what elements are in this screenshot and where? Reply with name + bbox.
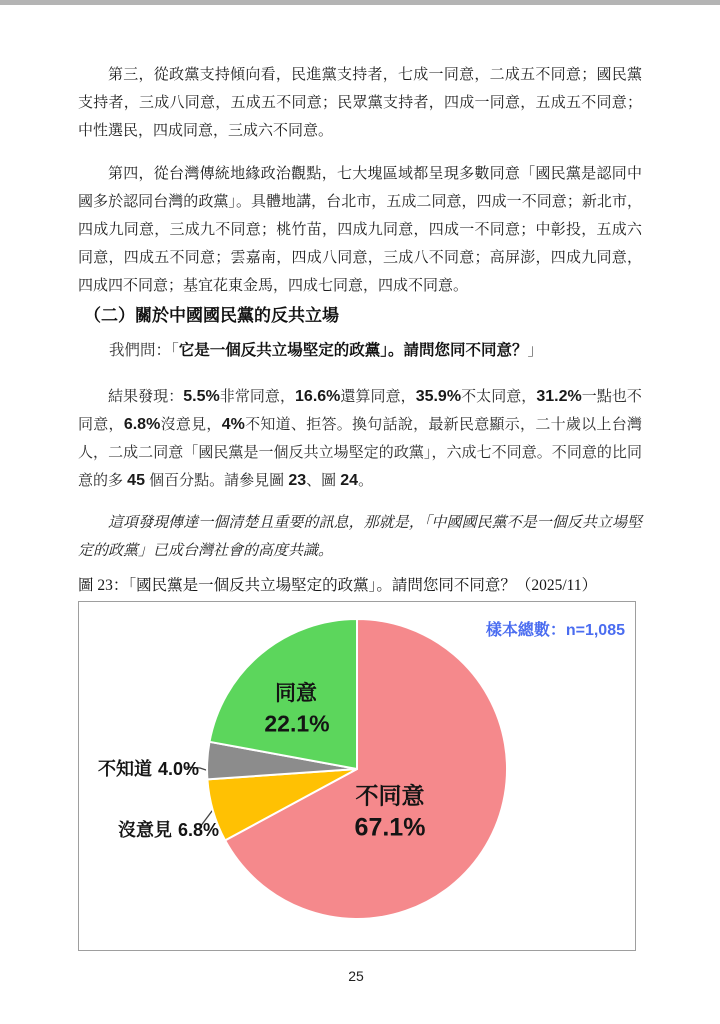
pie-pct-disagree: 67.1%	[354, 813, 426, 842]
text-segment: 第四，從台灣傳統地緣政治觀點，七大塊區域都呈現多數同意「國民黨是認同中國多於認同台灣的政黨」。具體地講，台北市，五成二同意，四成一不同意；新北市，四成九同意，三成九不同意；桃竹苗，四成九同意，四成一不同意；中彰投，五成六同意，四成五不同意；雲嘉南，四成八同意，三成八不同意；高屏澎，四成九同意，四成四不同意；基宜花東金馬，四成七同意，四成不同意。	[78, 166, 642, 294]
text-segment: 非常同意，	[219, 388, 296, 405]
text-segment: 第三，從政黨支持傾向看，民進黨支持者，七成一同意，二成五不同意；國民黨支持者，三成八同意，五成五不同意；民眾黨支持者，四成一同意，五成五不同意；中性選民，四成同意，三成六不同意。	[78, 67, 642, 139]
sample-size-note: 樣本總數：n=1,085	[485, 622, 625, 639]
text-segment: 」	[527, 342, 544, 359]
paragraph-party-support	[78, 61, 642, 145]
text-segment: 、圖	[306, 472, 341, 489]
text-segment: 它是一個反共立場堅定的政黨」。請問您同不同意？	[178, 342, 528, 359]
no-opinion-pct-text: 6.8%	[178, 820, 220, 840]
paragraph-geography	[78, 160, 642, 300]
no-opinion-label-text: 沒意見	[118, 820, 172, 840]
page-number: 25	[348, 968, 364, 984]
paragraph-key-message	[78, 509, 642, 565]
text-segment: 個百分點。請參見圖	[144, 472, 289, 489]
figure-23-pie-chart	[78, 601, 636, 951]
figure-23-caption: 圖 23：「國民黨是一個反共立場堅定的政黨」。請問您同不同意？（2025/11）	[78, 577, 598, 594]
pie-pct-agree: 22.1%	[264, 710, 330, 737]
survey-question	[78, 338, 642, 364]
pie-label-agree: 同意	[275, 682, 317, 705]
text-segment: 6.8%	[123, 416, 161, 433]
text-segment: 16.6%	[295, 388, 341, 405]
text-segment: 這項發現傳達一個清楚且重要的訊息，那就是，「中國國民黨不是一個反共立場堅定的政黨」已成台灣社會的高度共識。	[78, 515, 642, 559]
text-segment: 4%	[221, 416, 245, 433]
text-segment: 。	[358, 472, 374, 489]
pie-label-no-opinion	[118, 816, 219, 842]
text-segment: 5.5%	[183, 388, 220, 405]
text-segment: 我們問：「	[109, 342, 179, 359]
text-segment: 不知道、拒答。換句話說，最新民意顯示，二十歲以上台灣人，二成二同意「國民黨是一個反共立場堅定的政黨」，六成七不同意。不同意的比同意的多	[78, 416, 642, 489]
text-segment: 35.9%	[415, 388, 462, 405]
scan-artifact-top	[0, 0, 720, 5]
text-segment: 23	[288, 472, 307, 489]
section-heading: （二）關於中國國民黨的反共立場	[84, 306, 339, 325]
text-segment: 還算同意，	[340, 388, 416, 405]
paragraph-results	[78, 383, 642, 495]
text-segment: 不太同意，	[461, 388, 537, 405]
pie-label-dont-know	[98, 755, 199, 781]
text-segment: 31.2%	[536, 388, 582, 405]
dont-know-label-text: 不知道	[98, 759, 152, 779]
text-segment: 沒意見，	[160, 416, 222, 433]
text-segment: 45	[127, 472, 145, 489]
text-segment: 結果發現：	[108, 388, 184, 405]
dont-know-pct-text: 4.0%	[158, 759, 200, 779]
pie-label-disagree: 不同意	[355, 782, 425, 809]
text-segment: 24	[340, 472, 359, 489]
text-segment: 一點也不同意，	[78, 388, 642, 433]
